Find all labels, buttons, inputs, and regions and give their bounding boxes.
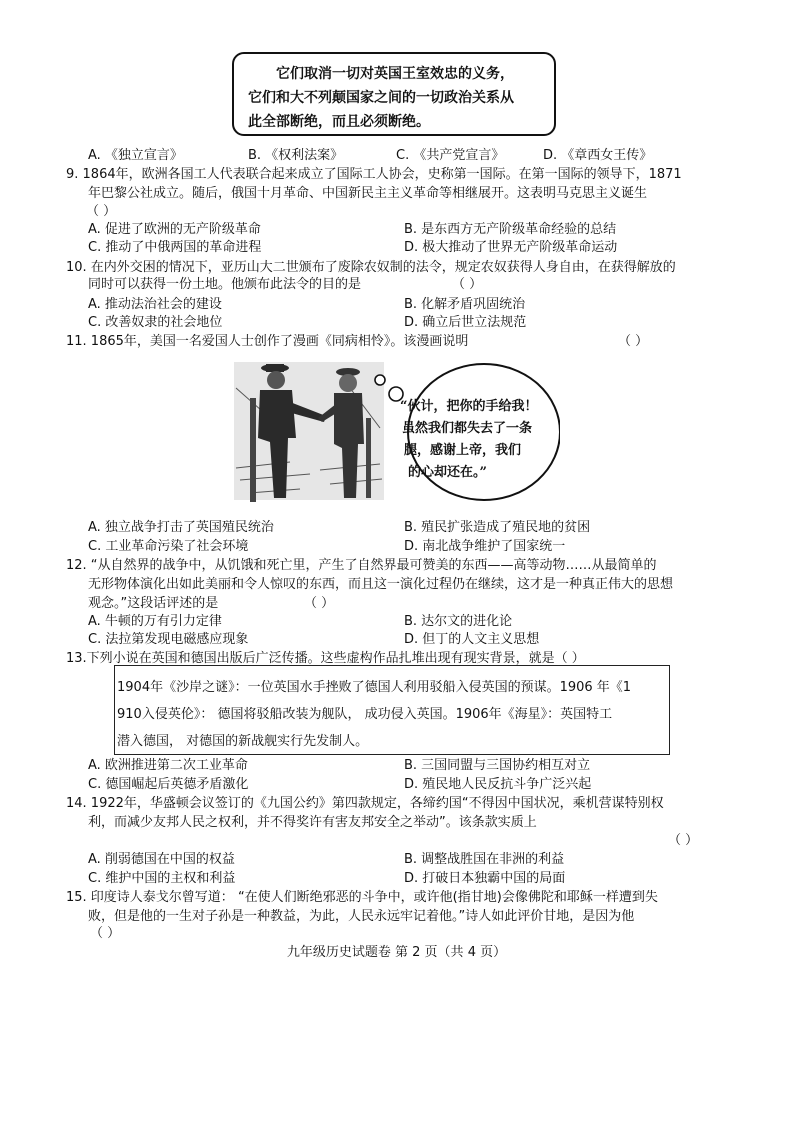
- q14-option-b[interactable]: B. 调整战胜国在非洲的利益: [404, 852, 565, 867]
- q9-answer-paren[interactable]: （ ）: [86, 204, 117, 219]
- q15-answer-paren[interactable]: （ ）: [90, 926, 121, 941]
- q14-stem-line: 利，而减少友邦人民之权利，并不得奖许有害友邦安全之举动”。该条款实质上: [88, 815, 537, 830]
- bubble-line: 腿，感谢上帝，我们: [404, 443, 522, 458]
- q13-option-b[interactable]: B. 三国同盟与三国协约相互对立: [404, 758, 591, 773]
- q14-answer-paren[interactable]: （ ）: [668, 833, 699, 848]
- q10-option-d[interactable]: D. 确立后世立法规范: [404, 315, 527, 330]
- bubble-line: “伙计，把你的手给我！: [400, 399, 538, 414]
- novel-line: 1904年《沙岸之谜》：一位英国水手挫败了德国人利用驳船入侵英国的预谋。1906 年《1: [117, 680, 632, 695]
- q9-option-a[interactable]: A. 促进了欧洲的无产阶级革命: [88, 222, 261, 237]
- q13-option-c[interactable]: C. 德国崛起后英德矛盾激化: [88, 777, 249, 792]
- cartoon-image: [230, 358, 560, 506]
- q10-stem-line: 10. 在内外交困的情况下，亚历山大二世颁布了废除农奴制的法令，规定农奴获得人身自由，在获得解放的: [66, 260, 676, 275]
- quote-line: 它们取消一切对英国王室效忠的义务，: [276, 66, 514, 82]
- novel-material-box: [114, 665, 670, 755]
- q10-stem-line: 同时可以获得一份土地。他颁布此法令的目的是: [88, 277, 362, 292]
- q11-stem: 11. 1865年，美国一名爱国人士创作了漫画《同病相怜》。该漫画说明: [66, 334, 469, 349]
- q12-stem-line: 12. “从自然界的战争中，从饥饿和死亡里，产生了自然界最可赞美的东西——高等动物……从最简单的: [66, 558, 657, 573]
- q13-option-d[interactable]: D. 殖民地人民反抗斗争广泛兴起: [404, 777, 592, 792]
- novel-line: 910入侵英伦》： 德国将驳船改装为舰队， 成功侵入英国。1906年《海星》：英国特工: [117, 707, 613, 722]
- q11-answer-paren[interactable]: （ ）: [618, 334, 649, 349]
- q12-answer-paren[interactable]: （ ）: [304, 596, 335, 611]
- q12-option-b[interactable]: B. 达尔文的进化论: [404, 614, 513, 629]
- novel-line: 潜入德国， 对德国的新战舰实行先发制人。: [117, 734, 369, 749]
- q13-stem: 13.下列小说在英国和德国出版后广泛传播。这些虚构作品扎堆出现有现实背景，就是（ ）: [66, 651, 585, 666]
- q14-option-c[interactable]: C. 维护中国的主权和利益: [88, 871, 236, 886]
- q10-answer-paren[interactable]: （ ）: [452, 277, 483, 292]
- q11-option-b[interactable]: B. 殖民扩张造成了殖民地的贫困: [404, 520, 591, 535]
- q14-stem-line: 14. 1922年，华盛顿会议签订的《九国公约》第四款规定，各缔约国“不得因中国状况，乘机营谋特别权: [66, 796, 664, 811]
- q12-option-d[interactable]: D. 但丁的人文主义思想: [404, 632, 540, 647]
- q15-stem-line: 15. 印度诗人泰戈尔曾写道： “在使人们断绝邪恶的斗争中，或许他(指甘地)会像佛陀和耶稣一样遭到失: [66, 890, 658, 905]
- bubble-line: 虽然我们都失去了一条: [402, 421, 533, 436]
- q10-option-b[interactable]: B. 化解矛盾巩固统治: [404, 297, 526, 312]
- q8-option-d[interactable]: D. 《章西女王传》: [543, 148, 653, 163]
- bubble-line: 的心却还在。”: [408, 465, 487, 480]
- page-footer: 九年级历史试题卷 第 2 页（共 4 页）: [286, 945, 507, 960]
- q8-option-b[interactable]: B. 《权利法案》: [248, 148, 344, 163]
- q13-option-a[interactable]: A. 欧洲推进第二次工业革命: [88, 758, 248, 773]
- q9-stem-line: 年巴黎公社成立。随后，俄国十月革命、中国新民主主义革命等相继展开。这表明马克思主义诞生: [88, 186, 648, 201]
- quote-box: [232, 52, 556, 136]
- quote-line: 它们和大不列颠国家之间的一切政治关系从: [248, 90, 514, 106]
- quote-line: 此全部断绝，而且必须断绝。: [248, 114, 430, 130]
- q14-option-a[interactable]: A. 削弱德国在中国的权益: [88, 852, 235, 867]
- q9-option-b[interactable]: B. 是东西方无产阶级革命经验的总结: [404, 222, 617, 237]
- q12-option-c[interactable]: C. 法拉第发现电磁感应现象: [88, 632, 249, 647]
- q11-option-a[interactable]: A. 独立战争打击了英国殖民统治: [88, 520, 274, 535]
- q10-option-a[interactable]: A. 推动法治社会的建设: [88, 297, 222, 312]
- q12-stem-line: 无形物体演化出如此美丽和令人惊叹的东西，而且这一演化过程仍在继续，这才是一种真正伟大的思想: [88, 577, 674, 592]
- thought-dot: [375, 375, 385, 385]
- q9-option-d[interactable]: D. 极大推动了世界无产阶级革命运动: [404, 240, 618, 255]
- q14-option-d[interactable]: D. 打破日本独霸中国的局面: [404, 871, 566, 886]
- q9-option-c[interactable]: C. 推动了中俄两国的革命进程: [88, 240, 262, 255]
- q12-option-a[interactable]: A. 牛顿的万有引力定律: [88, 614, 222, 629]
- q9-stem-line: 9. 1864年，欧洲各国工人代表联合起来成立了国际工人协会，史称第一国际。在第一国际的领导下，1871: [66, 167, 682, 182]
- q12-stem-line: 观念。”这段话评述的是: [88, 596, 219, 611]
- q10-option-c[interactable]: C. 改善奴隶的社会地位: [88, 315, 223, 330]
- q8-option-a[interactable]: A. 《独立宣言》: [88, 148, 183, 163]
- q11-option-c[interactable]: C. 工业革命污染了社会环境: [88, 539, 249, 554]
- q15-stem-line: 败，但是他的一生对子孙是一种教益，为此，人民永远牢记着他。”诗人如此评价甘地，是因为他: [88, 909, 635, 924]
- q8-option-c[interactable]: C. 《共产党宣言》: [396, 148, 505, 163]
- q11-option-d[interactable]: D. 南北战争维护了国家统一: [404, 539, 566, 554]
